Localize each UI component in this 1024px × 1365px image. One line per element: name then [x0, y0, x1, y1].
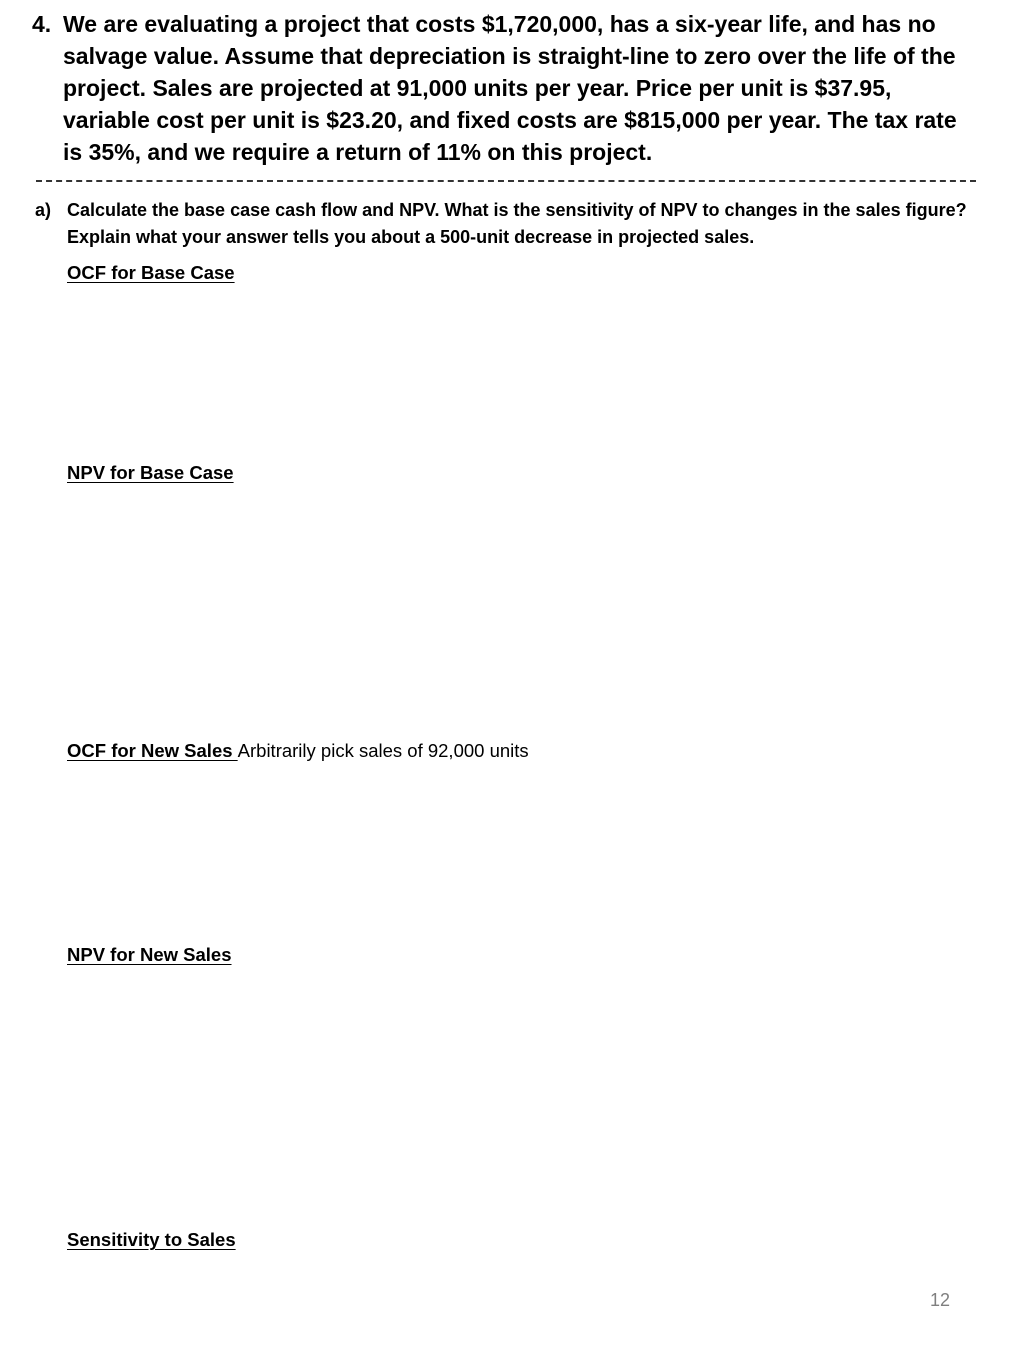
ocf-new-sales-label: OCF for New Sales	[67, 740, 238, 761]
problem-statement	[32, 8, 982, 168]
ocf-new-sales-heading	[67, 739, 529, 763]
ocf-base-case-label: OCF for Base Case	[67, 262, 235, 283]
ocf-new-sales-note: Arbitrarily pick sales of 92,000 units	[237, 740, 529, 761]
part-a-question	[35, 197, 980, 251]
page-number: 12	[930, 1290, 951, 1310]
dashed-divider	[36, 180, 976, 182]
npv-new-sales-heading	[67, 943, 232, 967]
sensitivity-label: Sensitivity to Sales	[67, 1229, 236, 1250]
npv-base-case-heading	[67, 461, 234, 485]
problem-number: 4.	[32, 11, 52, 37]
part-a-letter: a)	[35, 200, 52, 220]
npv-base-case-label: NPV for Base Case	[67, 462, 234, 483]
part-a-text: Calculate the base case cash flow and NPV. What is the sensitivity of NPV to changes in the sales figure? Explain what your answer tells you about a 500-unit decrease in projected sales.	[67, 200, 967, 247]
sensitivity-heading	[67, 1228, 236, 1252]
problem-text: We are evaluating a project that costs $1,720,000, has a six-year life, and has no salvage value. Assume that depreciation is straight-line to zero over the life of the project. Sales are projected at 91,000 units per year. Price per unit is $37.95, variable cost per unit is $23.20, and fixed costs are $815,000 per year. The tax rate is 35%, and we require a return of 11% on this project.	[63, 11, 957, 165]
npv-new-sales-label: NPV for New Sales	[67, 944, 232, 965]
ocf-base-case-heading	[67, 261, 235, 285]
